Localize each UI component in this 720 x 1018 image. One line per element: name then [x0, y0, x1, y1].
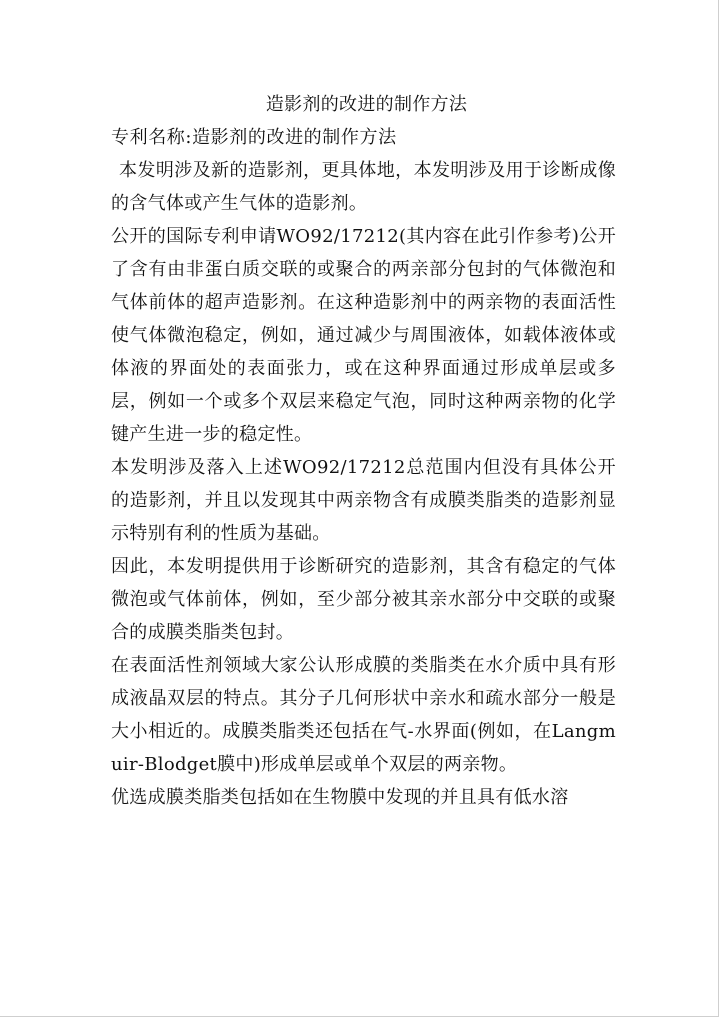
document-title: 造影剂的改进的制作方法	[265, 94, 468, 115]
paragraph-4: 因此，本发明提供用于诊断研究的造影剂，其含有稳定的气体微泡或气体前体，例如，至少部分被其亲水部分中交联的或聚合的成膜类脂类包封。	[111, 556, 616, 643]
paragraph-3: 本发明涉及落入上述WO92/17212总范围内但没有具体公开的造影剂，并且以发现其中两亲物含有成膜类脂类的造影剂显示特别有利的性质为基础。	[111, 457, 616, 544]
paragraph-6: 优选成膜类脂类包括如在生物膜中发现的并且具有低水溶	[111, 787, 569, 808]
patent-name-line: 专利名称:造影剂的改进的制作方法	[111, 127, 397, 148]
paragraph-2: 公开的国际专利申请WO92/17212(其内容在此引作参考)公开了含有由非蛋白质交联的或聚合的两亲部分包封的气体微泡和气体前体的超声造影剂。在这种造影剂中的两亲物的表面活性使气体微泡稳定，例如，通过减少与周围液体，如载体液体或体液的界面处的表面张力，或在这种界面通过形成单层或多层，例如一个或多个双层来稳定气泡，同时这种两亲物的化学键产生进一步的稳定性。	[111, 226, 616, 445]
paragraph-5: 在表面活性剂领域大家公认形成膜的类脂类在水介质中具有形成液晶双层的特点。其分子几何形状中亲水和疏水部分一般是大小相近的。成膜类脂类还包括在气-水界面(例如，在Langmuir-Blodget膜中)形成单层或单个双层的两亲物。	[111, 655, 616, 775]
document-body	[111, 88, 616, 814]
paragraph-1: 本发明涉及新的造影剂，更具体地，本发明涉及用于诊断成像的含气体或产生气体的造影剂。	[111, 160, 616, 214]
